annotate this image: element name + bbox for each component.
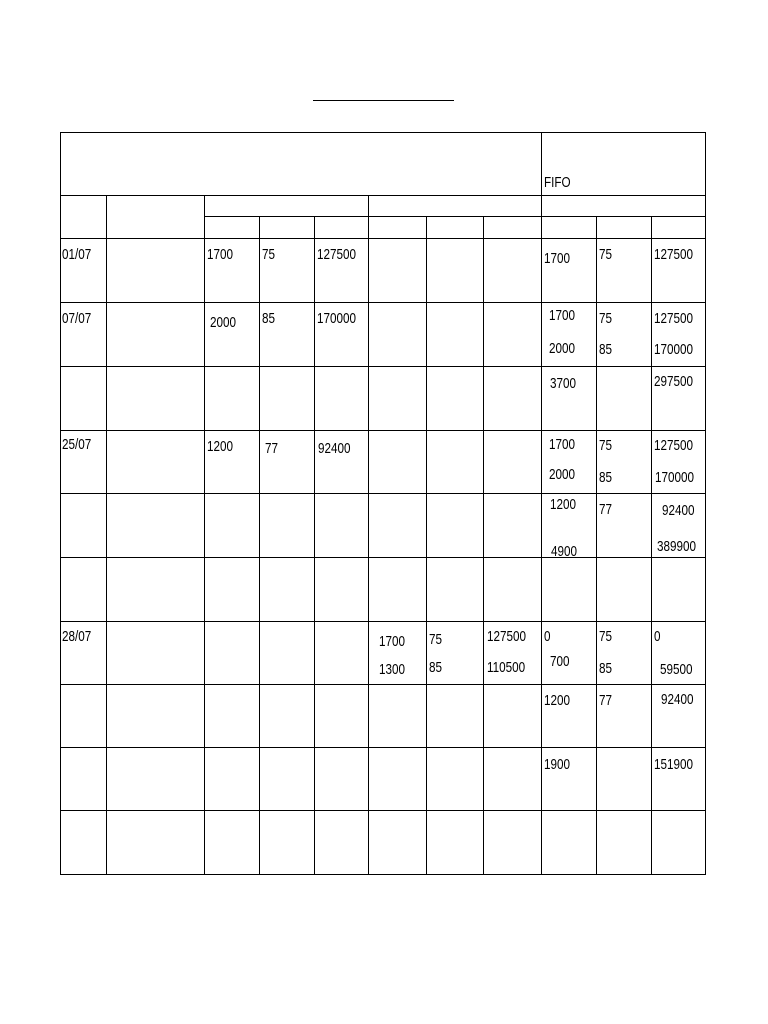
balance-total-value: 389900 (657, 538, 697, 555)
balance-qty: 1200 (550, 496, 577, 513)
grid-line (60, 366, 706, 367)
balance-total: 127500 (654, 246, 694, 263)
balance-total: 170000 (654, 341, 694, 358)
row-date: 25/07 (62, 436, 92, 453)
balance-qty: 2000 (549, 340, 576, 357)
grid-line (60, 557, 706, 558)
balance-total-qty: 3700 (550, 375, 577, 392)
balance-total: 92400 (662, 502, 695, 519)
grid-line (60, 874, 706, 875)
row-date: 28/07 (62, 628, 92, 645)
exit-qty: 1300 (379, 661, 406, 678)
balance-qty: 2000 (549, 466, 576, 483)
entry-qty: 1200 (207, 438, 234, 455)
entry-price: 85 (262, 310, 276, 327)
grid-line (368, 195, 369, 874)
balance-price: 77 (599, 692, 613, 709)
grid-line (60, 493, 706, 494)
exit-qty: 1700 (379, 633, 406, 650)
balance-price: 85 (599, 469, 613, 486)
balance-total-value: 151900 (654, 756, 694, 773)
balance-qty: 700 (550, 653, 570, 670)
entry-total: 170000 (317, 310, 357, 327)
title-underline (313, 100, 454, 101)
grid-line (60, 302, 706, 303)
grid-line (541, 132, 542, 874)
exit-total: 110500 (487, 659, 526, 676)
balance-price: 77 (599, 501, 613, 518)
grid-line (60, 747, 706, 748)
entry-price: 75 (262, 246, 276, 263)
balance-price: 75 (599, 310, 613, 327)
balance-price: 75 (599, 437, 613, 454)
grid-line (60, 621, 706, 622)
balance-total: 170000 (655, 469, 695, 486)
balance-qty: 1200 (544, 692, 571, 709)
balance-total-qty: 1900 (544, 756, 571, 773)
grid-line (205, 216, 706, 217)
grid-line (483, 216, 484, 874)
balance-price: 75 (599, 628, 613, 645)
entry-qty: 1700 (207, 246, 234, 263)
balance-total: 127500 (654, 310, 694, 327)
balance-qty: 1700 (549, 436, 576, 453)
balance-total-value: 297500 (654, 373, 694, 390)
grid-line (426, 216, 427, 874)
balance-price: 85 (599, 341, 613, 358)
balance-total: 59500 (660, 661, 693, 678)
balance-total: 92400 (661, 691, 694, 708)
grid-line (651, 216, 652, 874)
grid-line (60, 195, 706, 196)
grid-line (60, 132, 61, 874)
balance-price: 75 (599, 246, 613, 263)
entry-price: 77 (265, 440, 279, 457)
grid-line (259, 216, 260, 874)
balance-total-qty: 4900 (551, 543, 578, 560)
exit-total: 127500 (487, 628, 527, 645)
row-date: 07/07 (62, 310, 92, 327)
grid-line (705, 132, 706, 874)
grid-line (60, 238, 706, 239)
exit-price: 85 (429, 659, 443, 676)
grid-line (106, 195, 107, 874)
grid-line (60, 684, 706, 685)
exit-price: 75 (429, 631, 443, 648)
grid-line (60, 132, 706, 133)
entry-total: 127500 (317, 246, 357, 263)
balance-total: 127500 (654, 437, 694, 454)
grid-line (596, 216, 597, 874)
balance-total: 0 (654, 628, 661, 645)
grid-line (314, 216, 315, 874)
grid-line (204, 195, 205, 874)
balance-qty: 1700 (549, 307, 576, 324)
entry-total: 92400 (318, 440, 351, 457)
grid-line (60, 810, 706, 811)
entry-qty: 2000 (210, 314, 237, 331)
method-label: FIFO (544, 174, 571, 191)
grid-line (60, 430, 706, 431)
row-date: 01/07 (62, 246, 92, 263)
balance-qty: 1700 (544, 250, 571, 267)
balance-price: 85 (599, 660, 613, 677)
balance-qty: 0 (544, 628, 551, 645)
